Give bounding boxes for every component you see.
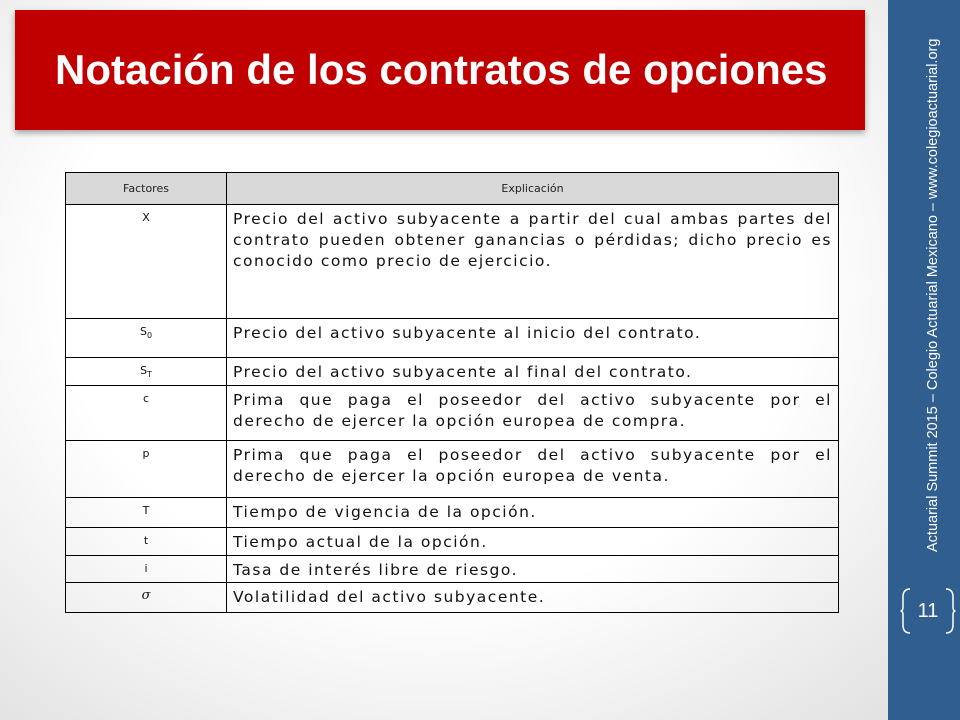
- factor-symbol: T: [142, 504, 150, 517]
- factor-cell: [66, 498, 227, 528]
- table-row: [66, 386, 839, 441]
- notation-table: [65, 172, 839, 613]
- header-factores: Factores: [66, 173, 227, 205]
- factor-cell: [66, 205, 227, 319]
- factor-cell: [66, 358, 227, 386]
- factor-symbol: i: [144, 562, 148, 575]
- page-number: 11: [917, 600, 939, 622]
- factor-symbol: p: [142, 447, 150, 460]
- explanation-cell: Tiempo de vigencia de la opción.: [227, 498, 839, 528]
- sidebar-band: [888, 0, 960, 720]
- factor-symbol: t: [143, 534, 149, 547]
- factor-cell: [66, 441, 227, 498]
- factor-cell: [66, 319, 227, 358]
- factor-symbol: S: [140, 364, 148, 377]
- header-explicacion: Explicación: [227, 173, 839, 205]
- vertical-footer-text: Actuarial Summit 2015 – Colegio Actuarial Mexicano – www.colegioactuarial.org: [925, 38, 941, 552]
- explanation-cell: Volatilidad del activo subyacente.: [227, 583, 839, 613]
- table-row: [66, 498, 839, 528]
- explanation-cell: Precio del activo subyacente al inicio del contrato.: [227, 319, 839, 358]
- table-row: [66, 205, 839, 319]
- factor-subscript: 0: [146, 331, 153, 341]
- factor-subscript: T: [147, 370, 152, 380]
- explanation-cell: Precio del activo subyacente a partir del cual ambas partes del contrato pueden obtener ganancias o pérdidas; dicho precio es conocido como precio de ejercicio.: [227, 205, 839, 319]
- title-banner: [15, 10, 865, 130]
- factor-cell: [66, 556, 227, 583]
- explanation-cell: Precio del activo subyacente al final del contrato.: [227, 358, 839, 386]
- explanation-cell: Prima que paga el poseedor del activo subyacente por el derecho de ejercer la opción europea de compra.: [227, 386, 839, 441]
- factor-cell: [66, 583, 227, 613]
- table-row: [66, 528, 839, 556]
- factor-symbol: c: [142, 392, 150, 405]
- table-row: [66, 319, 839, 358]
- table-row: [66, 583, 839, 613]
- table-header-row: [66, 173, 839, 205]
- table-row: [66, 358, 839, 386]
- explanation-cell: Tiempo actual de la opción.: [227, 528, 839, 556]
- factor-cell: [66, 528, 227, 556]
- factor-symbol: S: [139, 325, 147, 338]
- page-number-badge: [900, 586, 956, 636]
- table-row: [66, 556, 839, 583]
- factor-cell: [66, 386, 227, 441]
- explanation-cell: Tasa de interés libre de riesgo.: [227, 556, 839, 583]
- table-row: [66, 441, 839, 498]
- slide-title: Notación de los contratos de opciones: [55, 46, 828, 93]
- explanation-cell: Prima que paga el poseedor del activo subyacente por el derecho de ejercer la opción europea de venta.: [227, 441, 839, 498]
- factor-symbol-sigma: σ: [141, 588, 151, 603]
- factor-symbol: X: [142, 211, 150, 224]
